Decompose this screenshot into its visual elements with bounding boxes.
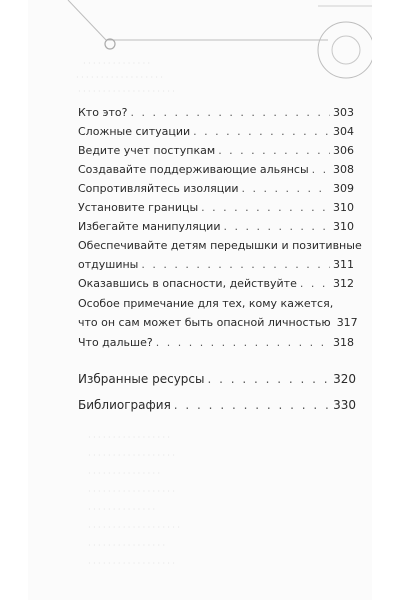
- toc-page-number: 309: [333, 182, 354, 195]
- toc-entry[interactable]: [78, 372, 356, 386]
- toc-page-number: 311: [333, 258, 354, 271]
- toc-entry-title: что он сам может быть опасной личностью: [78, 316, 331, 329]
- toc-entry[interactable]: [78, 125, 354, 139]
- toc-entry-title: Что дальше?: [78, 336, 153, 349]
- toc-leader-dots: [223, 220, 330, 234]
- toc-page-number: 317: [336, 316, 358, 329]
- toc-leader-dots: [193, 125, 330, 139]
- bleed-through-text: · · · · · · · · · · · · · · · · · ·: [76, 72, 164, 82]
- bleed-through-text: · · · · · · · · · · · · · · · · · ·: [88, 558, 176, 568]
- toc-leader-dots: [141, 258, 330, 272]
- toc-entry[interactable]: [78, 398, 356, 412]
- toc-entry-title: Кто это?: [78, 106, 128, 119]
- toc-entry-title: Сложные ситуации: [78, 125, 191, 138]
- table-of-contents: [28, 0, 372, 600]
- toc-entry-title: Оказавшись в опасности, действуйте: [78, 277, 297, 290]
- toc-entry[interactable]: [78, 297, 358, 330]
- toc-entry[interactable]: [78, 336, 354, 350]
- bleed-through-text: · · · · · · · · · · · · · ·: [83, 58, 151, 68]
- toc-page-number: 308: [333, 163, 354, 176]
- toc-entry-title: Библиография: [78, 398, 171, 412]
- toc-leader-dots: [174, 398, 330, 412]
- toc-page-number: 310: [333, 220, 354, 233]
- toc-entry-title-line1: Особое примечание для тех, кому кажется,: [78, 297, 334, 310]
- bleed-through-text: · · · · · · · · · · · · · · ·: [88, 468, 161, 478]
- toc-leader-dots: [218, 144, 330, 158]
- toc-leader-dots: [207, 372, 330, 386]
- bleed-through-text: · · · · · · · · · · · · · · · ·: [88, 540, 166, 550]
- toc-entry[interactable]: [78, 239, 362, 272]
- toc-page-number: 304: [333, 125, 354, 138]
- book-page: [28, 0, 372, 600]
- bleed-through-text: · · · · · · · · · · · · · ·: [88, 504, 156, 514]
- toc-entry-title: Создавайте поддерживающие альянсы: [78, 163, 309, 176]
- toc-entry-title: Избранные ресурсы: [78, 372, 205, 386]
- toc-leader-dots: [312, 163, 330, 177]
- toc-page-number: 303: [333, 106, 354, 119]
- toc-leader-dots: [300, 277, 330, 291]
- toc-leader-dots: [156, 336, 330, 350]
- toc-leader-dots: [242, 182, 330, 196]
- toc-entry-title-line1: Обеспечивайте детям передышки и позитивные: [78, 239, 362, 252]
- bleed-through-text: · · · · · · · · · · · · · · · · ·: [88, 432, 171, 442]
- toc-entry[interactable]: [78, 220, 354, 234]
- bleed-through-text: · · · · · · · · · · · · · · · · · ·: [88, 486, 176, 496]
- toc-entry[interactable]: [78, 163, 354, 177]
- toc-page-number: 318: [333, 336, 354, 349]
- toc-entry-title: Ведите учет поступкам: [78, 144, 216, 157]
- toc-entry-title: отдушины: [78, 258, 139, 271]
- toc-entry-title: Установите границы: [78, 201, 199, 214]
- toc-entry[interactable]: [78, 182, 354, 196]
- toc-page-number: 330: [333, 398, 356, 412]
- toc-entry[interactable]: [78, 201, 354, 215]
- toc-leader-dots: [130, 106, 330, 120]
- bleed-through-text: · · · · · · · · · · · · · · · · · · ·: [88, 522, 181, 532]
- toc-entry[interactable]: [78, 277, 354, 291]
- toc-page-number: 320: [333, 372, 356, 386]
- bleed-through-text: · · · · · · · · · · · · · · · · · · · ·: [78, 86, 175, 96]
- toc-page-number: 310: [333, 201, 354, 214]
- toc-entry-title: Избегайте манипуляции: [78, 220, 221, 233]
- bleed-through-text: · · · · · · · · · · · · · · · · · ·: [88, 450, 176, 460]
- toc-entry-title: Сопротивляйтесь изоляции: [78, 182, 239, 195]
- toc-leader-dots: [201, 201, 330, 215]
- toc-entry[interactable]: [78, 106, 354, 120]
- toc-page-number: 312: [333, 277, 354, 290]
- toc-page-number: 306: [333, 144, 354, 157]
- toc-entry[interactable]: [78, 144, 354, 158]
